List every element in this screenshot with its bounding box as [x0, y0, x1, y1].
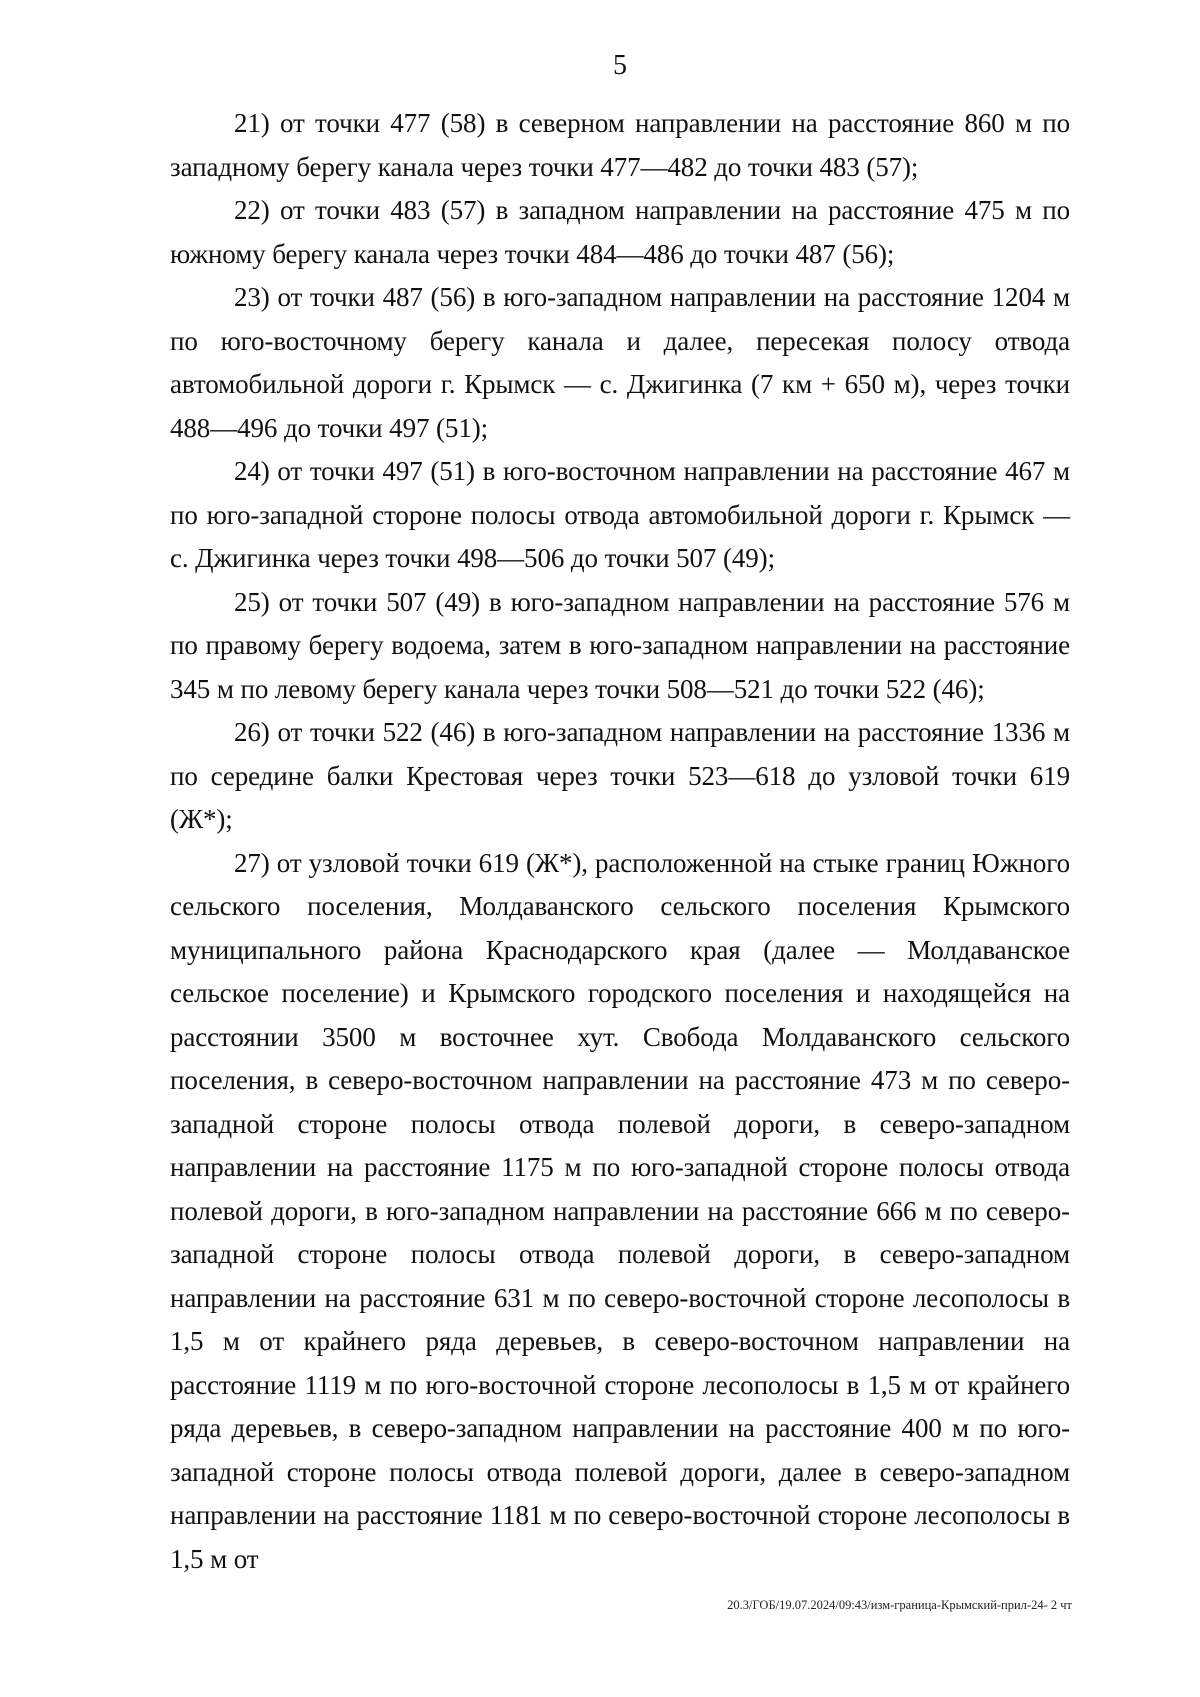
paragraph-26: 26) от точки 522 (46) в юго-западном направлении на расстояние 1336 м по середине балки Крестовая через точки 523—618 до узловой точки 619 (Ж*);: [170, 717, 1070, 834]
document-body: [170, 102, 1070, 1581]
paragraph-27: 27) от узловой точки 619 (Ж*), расположенной на стыке границ Южного сельского поселения, Молдаванского сельского поселения Крымского муниципального района Краснодарского края (далее — Молдаванское сельское поселение) и Крымского городского поселения и находящейся на расстоянии 3500 м восточнее хут. Свобода Молдаванского сельского поселения, в северо-восточном направлении на расстояние 473 м по северо-западной стороне полосы отвода полевой дороги, в северо-западном направлении на расстояние 1175 м по юго-западной стороне полосы отвода полевой дороги, в юго-западном направлении на расстояние 666 м по северо-западной стороне полосы отвода полевой дороги, в северо-западном направлении на расстояние 631 м по северо-восточной стороне лесополосы в 1,5 м от крайнего ряда деревьев, в северо-восточном направлении на расстояние 1119 м по юго-восточной стороне лесополосы в 1,5 м от крайнего ряда деревьев, в северо-западном направлении на расстояние 400 м по юго-западной стороне полосы отвода полевой дороги, далее в северо-западном направлении на расстояние 1181 м по северо-восточной стороне лесополосы в 1,5 м от: [170, 847, 1070, 1574]
paragraph-21: 21) от точки 477 (58) в северном направлении на расстояние 860 м по западному берегу канала через точки 477—482 до точки 483 (57);: [170, 108, 1070, 182]
document-footer: 20.3/ГОБ/19.07.2024/09:43/изм-граница-Крымский-прил-24- 2 чт: [727, 1598, 1072, 1612]
paragraph-22: 22) от точки 483 (57) в западном направлении на расстояние 475 м по южному берегу канала через точки 484—486 до точки 487 (56);: [170, 195, 1070, 269]
page-number: 5: [613, 50, 627, 81]
paragraph-24: 24) от точки 497 (51) в юго-восточном направлении на расстояние 467 м по юго-западной стороне полосы отвода автомобильной дороги г. Крымск — с. Джигинка через точки 498—506 до точки 507 (49);: [170, 456, 1070, 573]
paragraph-25: 25) от точки 507 (49) в юго-западном направлении на расстояние 576 м по правому берегу водоема, затем в юго-западном направлении на расстояние 345 м по левому берегу канала через точки 508—521 до точки 522 (46);: [170, 586, 1070, 704]
paragraph-23: 23) от точки 487 (56) в юго-западном направлении на расстояние 1204 м по юго-восточному берегу канала и далее, пересекая полосу отвода автомобильной дороги г. Крымск — с. Джигинка (7 км + 650 м), через точки 488—496 до точки 497 (51);: [170, 282, 1070, 443]
